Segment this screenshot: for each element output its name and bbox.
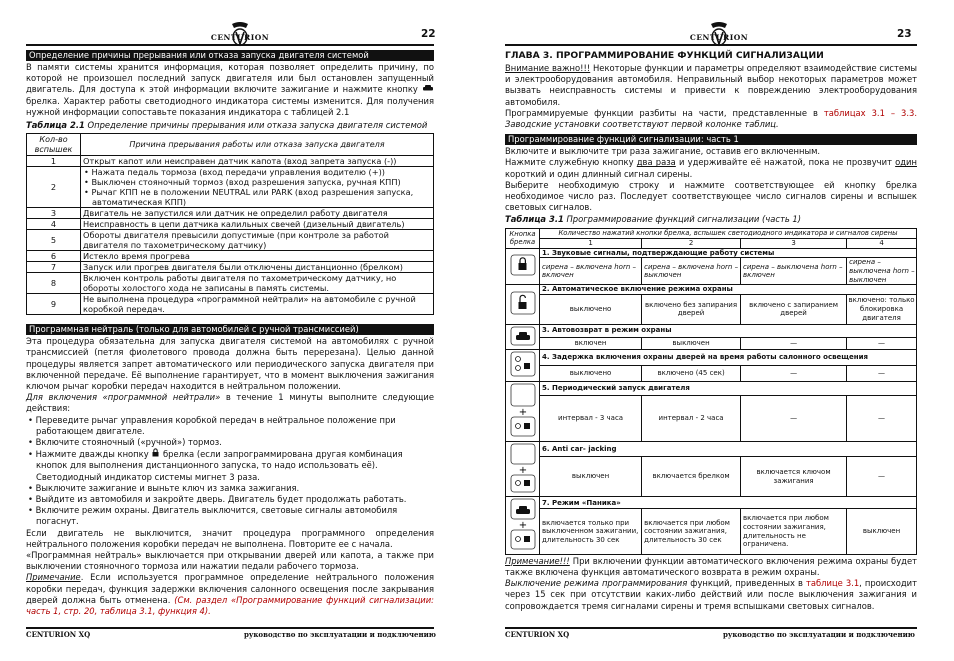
svg-text:+: + (518, 464, 527, 476)
table-row: выключено включено (45 сек) — — (506, 366, 917, 382)
table-header-row (506, 228, 917, 238)
list-item: • Включите стояночный («ручной») тормоз. (28, 437, 222, 448)
chapter-heading: ГЛАВА 3. ПРОГРАММИРОВАНИЕ ФУНКЦИЙ СИГНАЛИЗАЦИИ (505, 50, 824, 61)
list-item: • Переведите рычаг управления коробкой передач в нейтральное положение при работающем двигателе. (28, 414, 396, 436)
table-row: 5 Обороты двигателя превысили допустимые (при контроле за работой двигателя по тахометрическому датчику) (27, 230, 434, 251)
note-paragraph: Примечание!!! При включении функции автоматического включения режима охраны будет также включена функция автоматического возврата в режим охраны. (505, 555, 917, 577)
col-reason: Причина прерывания работы или отказа запуска двигателя (81, 134, 434, 156)
left-content (26, 50, 434, 617)
warning-paragraph: Внимание важно!!! Некоторые функции и параметры определяют взаимодействие системы и электрооборудования автомобиля. Неправильный выбор некоторых параметров может вызвать неисправность системы и привести к повреждению электрооборудования автомобиля. (505, 63, 917, 107)
logo-text: CENTURION (210, 33, 270, 42)
paragraph: Выберите необходимую строку и нажмите соответствующее ей кнопку брелка необходимое число раз. Последует соответствующее число сигналов сирены и вспышек световых сигналов. (505, 179, 917, 213)
section-title-bar: Программирование функций сигнализации: часть 1 (505, 134, 917, 145)
table-caption: Таблица 2.1 Определение причины прерывания или отказа запуска двигателя системой (26, 120, 428, 131)
table-row: 7 Запуск или прогрев двигателя были отключены дистанционно (брелком) (27, 262, 434, 273)
svg-text:+: + (518, 520, 527, 532)
paragraph: Программируемые функции разбиты на части, представленные в таблицах 3.1 – 3.3. Заводские установки соответствуют первой колонке таблиц. (505, 107, 917, 130)
footer-manual: руководство по эксплуатации и подключению (723, 630, 915, 639)
footer-manual: руководство по эксплуатации и подключению (244, 630, 436, 639)
table-row: 4 Неисправность в цепи датчика калильных свечей (дизельный двигатель) (27, 219, 434, 230)
svg-text:+: + (518, 406, 527, 418)
footer-rule (505, 627, 917, 629)
car-button-icon (422, 84, 434, 92)
section-title-bar: Программная нейтраль (только для автомобилей с ручной трансмиссией) (26, 324, 434, 335)
logo-text: CENTURION (689, 33, 749, 42)
table-row: сирена – включена horn – включен сирена – включена horn – выключен сирена – выключена horn – включен сирена – выключена horn – выключен (506, 258, 917, 285)
table-section-row: 3. Автовозврат в режим охраны (506, 324, 917, 337)
table-row: выключено включено без запирания дверей включено с запиранием дверей включено: только блокировка двигателя (506, 294, 917, 324)
table-section-row: 4. Задержка включения охраны дверей на время работы салонного освещения (506, 350, 917, 366)
table-row: включается только при выключенном зажигании, длительность 30 сек включается при любом состоянии зажигания, длительность 30 сек включается при любом состоянии зажигания, длительность не ограничена. выключен (506, 509, 917, 554)
header-rule (505, 44, 917, 46)
table-section-row: + 7. Режим «Паника» (506, 497, 917, 509)
table-section-row: 2. Автоматическое включение режима охраны (506, 285, 917, 295)
table-row: 9 Не выполнена процедура «программной нейтрали» на автомобиле с ручной коробкой передач. (27, 294, 434, 315)
table-row: 1 Открыт капот или неисправен датчик капота (вход запрета запуска (-)) (27, 156, 434, 167)
table-row: 2 • Нажата педаль тормоза (вход передачи управления водителю (+)) • Выключен стояночный тормоз (вход разрешения запуска, ручная КПП) • Рычаг КПП не в положении NEUTRAL или PARK (вход разрешения запуска, автоматическая КПП) (27, 167, 434, 208)
right-page (477, 0, 954, 661)
footer-product: CENTURION XQ (26, 630, 91, 639)
flash-code-table (26, 133, 434, 315)
paragraph: Если двигатель не выключится, значит процедура программного определения нейтрального положения коробки передач не выполнена. Повторите ее с начала. (26, 527, 434, 549)
paragraph: Для включения «программной нейтрали» в течение 1 минуты выполните следующие действия: (26, 392, 434, 414)
table-row: 3 Двигатель не запустился или датчик не определил работу двигателя (27, 208, 434, 219)
table-section-row: 1. Звуковые сигналы, подтверждающие работу системы (506, 248, 917, 258)
paragraph: Эта процедура обязательна для запуска двигателя системой на автомобилях с ручной трансмиссией (петля фиолетового провода должна быть перерезана). Целью данной процедуры является запрет автоматического или периодического запуска двигателя при включенной передаче. Её выполнение гарантирует, что в момент выключения зажигания ключом рычаг коробки передач находится в нейтральном положении. (26, 336, 434, 392)
col-count: Количество нажатий кнопки брелка, вспышек светодиодного индикатора и сигналов сирены (540, 228, 917, 238)
table-number-row: 1 2 3 4 (506, 238, 917, 248)
table-caption: Таблица 3.1 Программирование функций сигнализации (часть 1) (505, 214, 802, 225)
car-button-icon (506, 324, 540, 350)
paragraph: Включите и выключите три раза зажигание, оставив его включенным. (505, 146, 821, 157)
table-row: 8 Включен контроль работы двигателя по тахометрическому датчику, но обороты холостого хода не записаны в память системы. (27, 273, 434, 294)
table-row: 6 Истекло время прогрева (27, 251, 434, 262)
programming-table (505, 228, 917, 555)
lock-button-icon (151, 448, 160, 457)
page-number: 23 (897, 28, 912, 40)
key-combo-plus-icon (506, 381, 540, 441)
key-combo-plus-icon (506, 441, 540, 497)
key-combo-icon (506, 350, 540, 382)
unlock-button-icon (506, 285, 540, 325)
table-row: интервал - 3 часа интервал - 2 часа — — (506, 395, 917, 441)
note-paragraph: Выключение режима программирования функций, приведенных в таблице 3.1, происходит через 15 сек при отсутствии каких-либо действий или после выключения зажигания и сопровождается тремя сигналами сирены и тремя вспышками световых сигналов. (505, 578, 917, 611)
list-item: • Выключите зажигание и выньте ключ из замка зажигания. (28, 482, 300, 493)
footer-rule (26, 627, 434, 629)
intro-paragraph: В памяти системы хранится информация, которая позволяет определить причину, по которой не произошел последний запуск двигателя или был остановлен запущенный двигатель. Для доступа к этой информации включите зажигание и нажмите кнопку брелка. Характер работы светодиодного индикатора системы изменится. Для получения нужной информации сопоставьте показания индикатора с таблицей 2.1 (26, 62, 434, 117)
footer-product: CENTURION XQ (505, 630, 570, 639)
section-title-bar: Определение причины прерывания или отказа запуска двигателя системой (26, 50, 434, 61)
list-item: • Нажмите дважды кнопку брелка (если запрограммирована другая комбинация кнопок для выполнения дистанционного запуска, то надо использовать её). Светодиодный индикатор системы мигнет 3 раза. (28, 449, 403, 482)
right-content (505, 50, 917, 612)
paragraph: «Программная нейтраль» выключается при открывании дверей или капота, а также при выключении стояночного тормоза или нажатии педали рабочего тормоза. (26, 550, 434, 572)
table-section-row: + 6. Anti car- jacking (506, 441, 917, 457)
table-row: включен выключен — — (506, 337, 917, 350)
page-number: 22 (421, 28, 436, 40)
note-paragraph: Примечание. Если используется программное определение нейтрального положения коробки передач, функция задержки включения салонного освещения после закрывания дверей должна быть отменена. (См. раздел «Программирование функций сигнализации: часть 1, стр. 20, таблица 3.1, функция 4). (26, 572, 434, 617)
table-row: выключен включается брелком включается ключом зажигания — (506, 457, 917, 497)
table-header-row (27, 134, 434, 156)
header-rule (26, 44, 434, 46)
lock-button-icon (506, 248, 540, 284)
list-item: • Включите режим охраны. Двигатель выключится, световые сигналы автомобиля погаснут. (28, 505, 398, 527)
paragraph: Нажмите служебную кнопку два раза и удерживайте её нажатой, пока не прозвучит один короткий и один длинный сигнал сирены. (505, 157, 917, 179)
table-section-row: + 5. Периодический запуск двигателя (506, 381, 917, 395)
col-button: Кнопка брелка (506, 228, 540, 248)
col-flashes: Кол-во вспышек (27, 134, 81, 156)
car-plus-combo-icon (506, 497, 540, 555)
list-item: • Выйдите из автомобиля и закройте дверь. Двигатель будет продолжать работать. (28, 494, 407, 505)
